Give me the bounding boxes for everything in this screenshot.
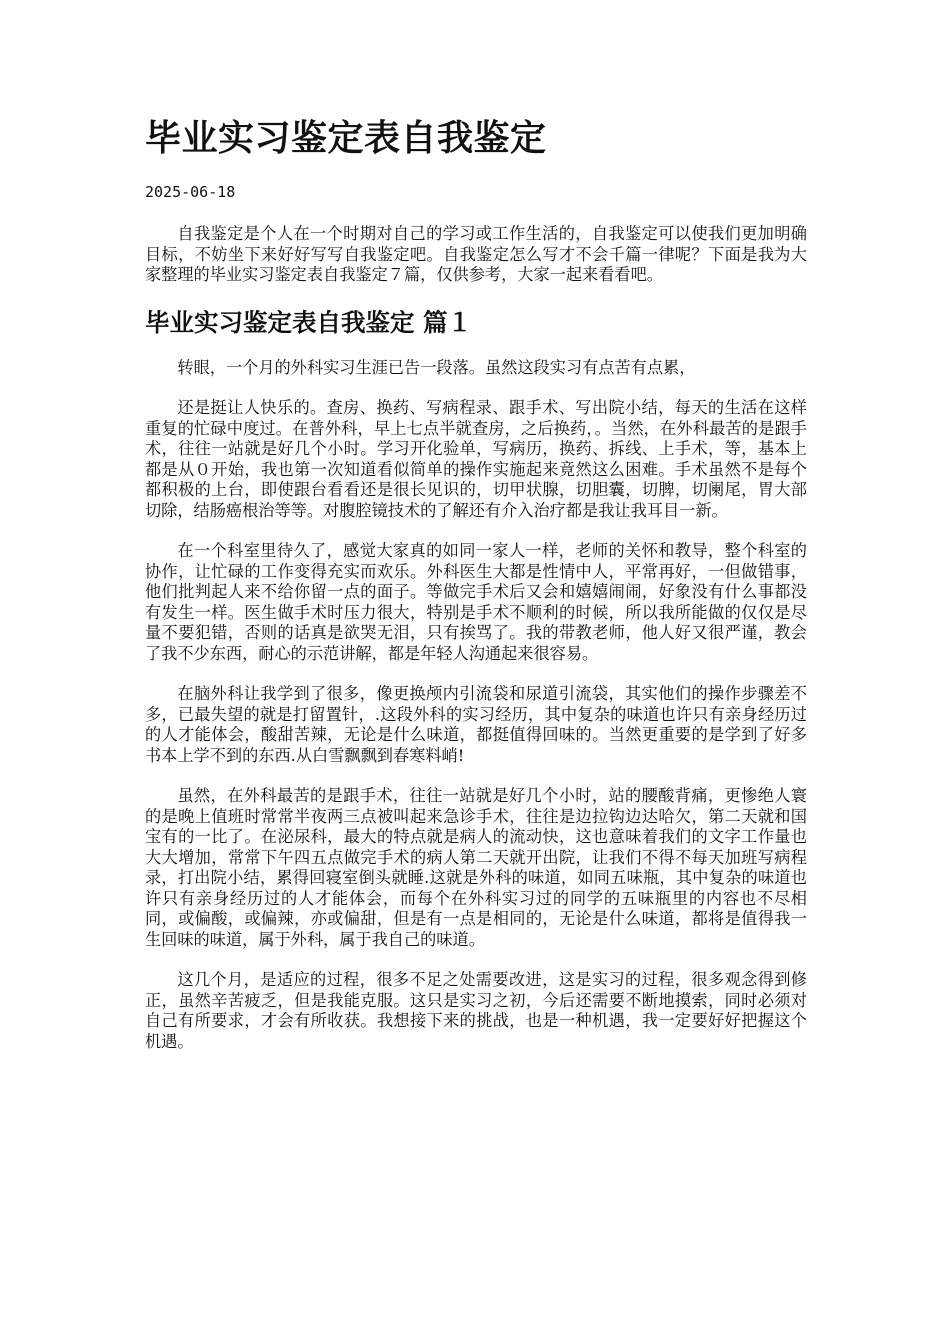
document-page (145, 110, 807, 1072)
section-heading: 毕业实习鉴定表自我鉴定 篇１ (145, 307, 473, 337)
body-paragraph-5: 虽然，在外科最苦的是跟手术，往往一站就是好几个小时，站的腰酸背痛，更惨绝人寰的是晚上值班时常常半夜两三点被叫起来急诊手术，往往是边拉钩边达哈欠，第二天就和国宝有的一比了。在泌尿科，最大的特点就是病人的流动快，这也意味着我们的文字工作量也大大增加，常常下午四五点做完手术的病人第二天就开出院，让我们不得不每天加班写病程录，打出院小结，累得回寝室倒头就睡.这就是外科的味道，如同五味瓶，其中复杂的味道也许只有亲身经历过的人才能体会，而每个在外科实习过的同学的五味瓶里的内容也不尽相同，或偏酸，或偏辣，亦或偏甜，但是有一点是相同的，无论是什么味道，都将是值得我一生回味的味道，属于外科，属于我自己的味道。 (145, 786, 807, 949)
body-paragraph-1: 转眼，一个月的外科实习生涯已告一段落。虽然这段实习有点苦有点累， (177, 357, 696, 377)
body-paragraph-4: 在脑外科让我学到了很多，像更换颅内引流袋和尿道引流袋，其实他们的操作步骤差不多，已最失望的就是打留置针，.这段外科的实习经历，其中复杂的味道也许只有亲身经历过的人才能体会，酸甜苦辣，无论是什么味道，都挺值得回味的。当然更重要的是学到了好多书本上学不到的东西.从白雪飘飘到春寒料峭! (145, 684, 807, 765)
page-title: 毕业实习鉴定表自我鉴定 (145, 117, 547, 159)
intro-paragraph: 自我鉴定是个人在一个时期对自己的学习或工作生活的，自我鉴定可以使我们更加明确目标，不妨坐下来好好写写自我鉴定吧。自我鉴定怎么写才不会千篇一律呢？下面是我为大家整理的毕业实习鉴定表自我鉴定７篇，仅供参考，大家一起来看看吧。 (145, 224, 807, 284)
body-paragraph-6: 这几个月，是适应的过程，很多不足之处需要改进，这是实习的过程，很多观念得到修正，虽然辛苦疲乏，但是我能克服。这只是实习之初，今后还需要不断地摸索，同时必须对自己有所要求，才会有所收获。我想接下来的挑战，也是一种机遇，我一定要好好把握这个机遇。 (145, 970, 807, 1051)
body-paragraph-3: 在一个科室里待久了，感觉大家真的如同一家人一样，老师的关怀和教导，整个科室的协作，让忙碌的工作变得充实而欢乐。外科医生大都是性情中人，平常再好，一但做错事，他们批判起人来不给你留一点的面子。等做完手术后又会和嬉嬉闹闹，好象没有什么事都没有发生一样。医生做手术时压力很大，特别是手术不顺利的时候，所以我所能做的仅仅是尽量不要犯错，否则的话真是欲哭无泪，只有挨骂了。我的带教老师，他人好又很严谨，教会了我不少东西，耐心的示范讲解，都是年轻人沟通起来很容易。 (145, 541, 807, 663)
publish-date: 2025-06-18 (145, 183, 236, 201)
body-paragraph-2: 还是挺让人快乐的。查房、换药、写病程录、跟手术、写出院小结，每天的生活在这样重复的忙碌中度过。在普外科，早上七点半就查房，之后换药，。当然，在外科最苦的是跟手术，往往一站就是好几个小时。学习开化验单，写病历，换药、拆线、上手术，等，基本上都是从０开始，我也第一次知道看似简单的操作实施起来竟然这么困难。手术虽然不是每个都积极的上台，即使跟台看看还是很长见识的，切甲状腺，切胆囊，切脾，切阑尾，胃大部切除，结肠癌根治等等。对腹腔镜技术的了解还有介入治疗都是我让我耳目一新。 (145, 398, 807, 520)
